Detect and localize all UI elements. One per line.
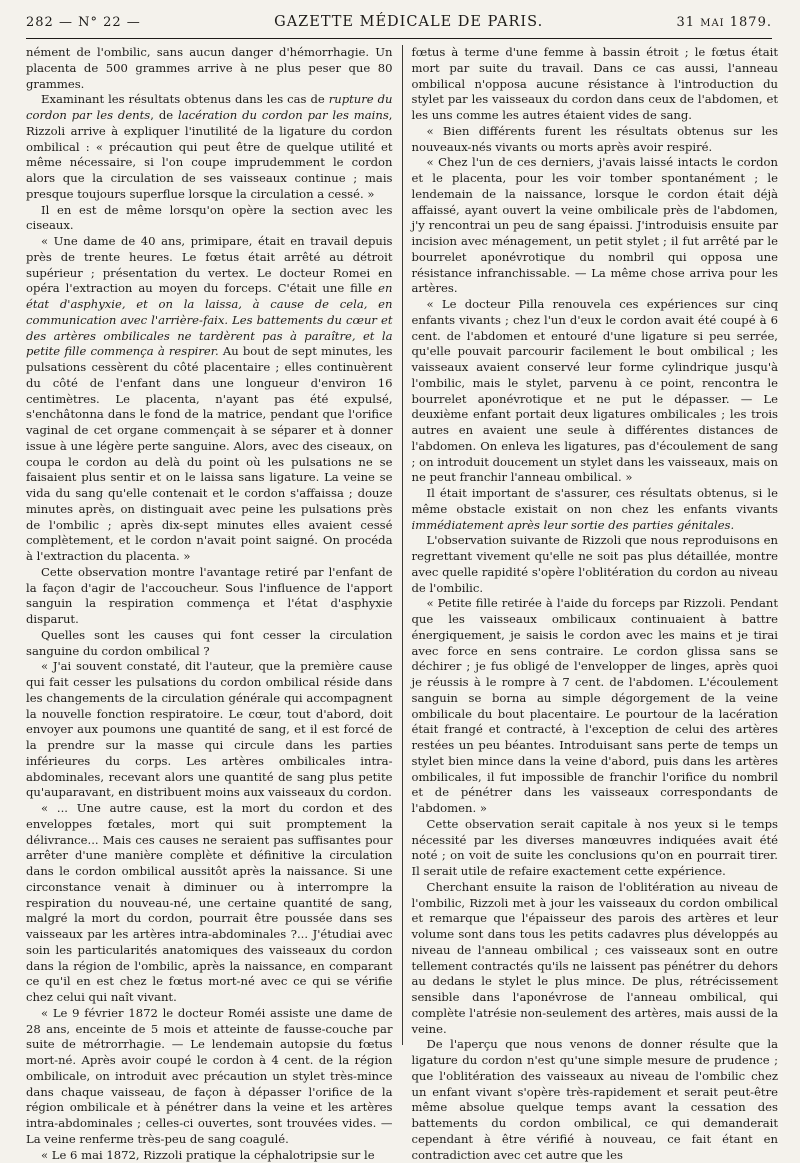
text-run: « J'ai souvent constaté, dit l'auteur, que la première cause qui fait cesser les pulsations du cordon ombilical réside dans les changements de la circulation générale qui accompagnent la nouvelle fonction respiratoire. Le cœur, tout d'abord, doit envoyer aux poumons une quantité de sang, et il est forcé de la prendre sur la masse qui circule dans les parties inférieures du corps. Les artères ombilicales intra-abdominales, recevant alors une quantité de sang plus petite qu'auparavant, en distribuent moins aux vaisseaux du cordon.	[26, 659, 393, 799]
text-run: De l'aperçu que nous venons de donner résulte que la ligature du cordon n'est qu'une simple mesure de prudence ; que l'oblitération des vaisseaux au niveau de l'ombilic chez un enfant vivant s'opère très-rapidement et serait peut-être même absolue quelque temps avant la cessation des battements du cordon ombilical, ce qui demanderait cependant à être vérifié à nouveau, ce fait étant en contradiction avec cet autre que les	[412, 1037, 779, 1161]
text-run: « Le 6 mai 1872, Rizzoli pratique la céphalotripsie sur le	[41, 1148, 375, 1162]
italic-text: immédiatement après leur sortie des parties génitales.	[412, 518, 735, 532]
paragraph	[412, 817, 779, 880]
text-run: « Chez l'un de ces derniers, j'avais laissé intacts le cordon et le placenta, pour les voir tomber spontanément ; le lendemain de la naissance, lorsque le cordon était déjà affaissé, ayant ouvert la veine ombilicale près de l'abdomen, j'y rencontrai un peu de sang épaissi. J'introduisis ensuite par incision avec ménagement, un petit stylet ; il fut arrêté par le bourrelet aponévrotique du nombril qui opposa une résistance infranchissable. — La même chose arriva pour les artères.	[412, 155, 779, 295]
paragraph-continuation	[412, 45, 779, 124]
paragraph	[26, 659, 393, 801]
page-number-group	[26, 15, 141, 30]
text-run: nément de l'ombilic, sans aucun danger d'hémorrhagie. Un placenta de 500 grammes arrive à ne plus peser que 80 grammes.	[26, 45, 393, 91]
text-run: , Rizzoli arrive à expliquer l'inutilité de la ligature du cordon ombilical : « précaution qui peut être de quelque utilité et même nécessaire, si l'on coupe imprudemment le cordon alors que la circulation de ses vaisseaux continue ; mais presque toujours superflue lorsque la circulation a cessé. »	[26, 108, 393, 201]
text-run: Quelles sont les causes qui font cesser la circulation sanguine du cordon ombilical ?	[26, 628, 393, 658]
date-year: 1879.	[730, 15, 772, 30]
text-run: Au bout de sept minutes, les pulsations cessèrent du côté placentaire ; elles continuèrent du côté de l'enfant dans une longueur d'environ 16 centimètres. Le placenta, n'ayant pas été expulsé, s'enchâtonna dans le fond de la matrice, pendant que l'orifice vaginal de cet organe commençait à se séparer et à donner issue à une légère perte sanguine. Alors, avec des ciseaux, on coupa le cordon au delà du point où les pulsations ne se faisaient plus sentir et on le laissa sans ligature. La veine se vida du sang qu'elle contenait et le cordon s'affaissa ; douze minutes après, on distinguait avec peine les pulsations près de l'ombilic ; après dix-sept minutes elles avaient cessé complètement, et le cordon n'avait point saigné. On procéda à l'extraction du placenta. »	[26, 344, 393, 563]
text-run: « Une dame de 40 ans, primipare, était en travail depuis près de trente heures. Le fœtus était arrêté au détroit supérieur ; présentation du vertex. Le docteur Romei en opéra l'extraction au moyen du forceps. C'était une fille	[26, 234, 393, 295]
text-run: Examinant les résultats obtenus dans les cas de	[41, 92, 329, 106]
paragraph	[26, 1148, 393, 1163]
paragraph	[26, 203, 393, 235]
issue-number: — N° 22 —	[59, 15, 141, 30]
paragraph	[412, 124, 779, 156]
paragraph	[412, 533, 779, 596]
text-run: , de	[150, 108, 178, 122]
header-rule	[26, 38, 772, 39]
text-run: « Le docteur Pilla renouvela ces expériences sur cinq enfants vivants ; chez l'un d'eux le cordon avait été coupé à 6 cent. de l'abdomen et entouré d'une ligature si peu serrée, qu'elle pouvait parcourir facilement le bout ombilical ; les vaisseaux avaient conservé leur forme cylindrique jusqu'à l'ombilic, mais le stylet, parvenu à ce point, rencontra le bourrelet aponévrotique et ne put le dépasser. — Le deuxième enfant portait deux ligatures ombilicales ; les trois autres en avaient une seule à différentes distances de l'abdomen. On enleva les ligatures, pas d'écoulement de sang ; on introduit doucement un stylet dans les vaisseaux, mais on ne peut franchir l'anneau ombilical. »	[412, 297, 779, 484]
right-column	[403, 45, 779, 1045]
paragraph	[412, 596, 779, 817]
paragraph-continuation	[26, 45, 393, 92]
paragraph	[26, 92, 393, 202]
paragraph	[26, 234, 393, 565]
paragraph	[26, 1006, 393, 1148]
italic-text: lacération du cordon par les mains	[178, 108, 389, 122]
text-run: Cette observation montre l'avantage retiré par l'enfant de la façon d'agir de l'accoucheur. Sous l'influence de l'apport sanguin la respiration commença et l'état d'asphyxie disparut.	[26, 565, 393, 626]
text-run: « Bien différents furent les résultats obtenus sur les nouveaux-nés vivants ou morts après avoir respiré.	[412, 124, 779, 154]
date-day: 31	[677, 15, 696, 30]
text-run: Cherchant ensuite la raison de l'oblitération au niveau de l'ombilic, Rizzoli met à jour les vaisseaux du cordon ombilical et remarque que l'épaisseur des parois des artères et leur volume sont dans tous les petits cadavres plus développés au niveau de l'anneau ombilical ; ces vaisseaux sont en outre tellement contractés qu'ils ne laissent pas pénétrer du dehors au dedans le stylet le plus mince. De plus, rétrécissement sensible dans l'aponévrose de l'anneau ombilical, qui complète l'atrésie non-seulement des artères, mais aussi de la veine.	[412, 880, 779, 1036]
article-columns	[26, 45, 778, 1045]
paragraph	[412, 155, 779, 297]
text-run: fœtus à terme d'une femme à bassin étroit ; le fœtus était mort par suite du travail. Dans ce cas aussi, l'anneau ombilical n'opposa aucune résistance à l'introduction du stylet par les vaisseaux du cordon dans ceux de l'abdomen, et les uns comme les autres étaient vides de sang.	[412, 45, 779, 122]
paragraph	[412, 1037, 779, 1163]
page-number: 282	[26, 15, 54, 30]
text-run: L'observation suivante de Rizzoli que nous reproduisons en regrettant vivement qu'elle ne soit pas plus détaillée, montre avec quelle rapidité s'opère l'oblitération du cordon au niveau de l'ombilic.	[412, 533, 779, 594]
journal-title: GAZETTE MÉDICALE DE PARIS.	[274, 14, 543, 30]
text-run: « Le 9 février 1872 le docteur Roméi assiste une dame de 28 ans, enceinte de 5 mois et atteinte de fausse-couche par suite de métrorrhagie. — Le lendemain autopsie du fœtus mort-né. Après avoir coupé le cordon à 4 cent. de la région ombilicale, on introduit avec précaution un stylet très-mince dans chaque vaisseau, de façon à dépasser l'orifice de la région ombilicale et à pénétrer dans la veine et les artères intra-abdominales ; celles-ci ouvertes, sont trouvées vides. — La veine renferme très-peu de sang coagulé.	[26, 1006, 393, 1146]
left-column	[26, 45, 402, 1045]
issue-date	[677, 15, 772, 30]
paragraph	[412, 297, 779, 486]
italic-text: rupture du cordon par les dents	[26, 92, 393, 122]
paragraph	[412, 486, 779, 533]
paragraph	[26, 628, 393, 660]
paragraph	[412, 880, 779, 1038]
italic-text: en état d'asphyxie, et on la laissa, à cause de cela, en communication avec l'arrière-faix. Les battements du cœur et des artères ombilicales ne tardèrent pas à paraître, et la petite fille commença à respirer.	[26, 281, 393, 358]
date-month: MAI	[700, 18, 724, 29]
paragraph	[26, 801, 393, 1006]
text-run: Il était important de s'assurer, ces résultats obtenus, si le même obstacle existait on non chez les enfants vivants	[412, 486, 779, 516]
page-header	[26, 14, 778, 36]
text-run: « ... Une autre cause, est la mort du cordon et des enveloppes fœtales, mort qui suit promptement la délivrance... Mais ces causes ne seraient pas suffisantes pour arrêter d'une manière complète et définitive la circulation dans le cordon ombilical aussitôt après la naissance. Si une circonstance venait à diminuer ou à interrompre la respiration du nouveau-né, une certaine quantité de sang, malgré la mort du cordon, pourrait être poussée dans ses vaisseaux par les artères intra-abdominales ?... J'étudiai avec soin les particularités anatomiques des vaisseaux du cordon dans la région de l'ombilic, après la naissance, en comparant ce qu'il en est chez le fœtus mort-né avec ce qui se vérifie chez celui qui naît vivant.	[26, 801, 393, 1004]
text-run: « Petite fille retirée à l'aide du forceps par Rizzoli. Pendant que les vaisseaux ombilicaux continuaient à battre énergiquement, je saisis le cordon avec les mains et je tirai avec force en sens contraire. Le cordon glissa sans se déchirer ; je fus obligé de l'envelopper de linges, après quoi je réussis à le rompre à 7 cent. de l'abdomen. L'écoulement sanguin se borna au simple dégorgement de la veine ombilicale du bout placentaire. Le pourtour de la lacération était frangé et contracté, à l'exception de celui des artères restées un peu béantes. Introduisant sans perte de temps un stylet bien mince dans la veine d'abord, puis dans les artères ombilicales, il fut impossible de franchir l'orifice du nombril et de pénétrer dans les vaisseaux correspondants de l'abdomen. »	[412, 596, 779, 815]
text-run: Il en est de même lorsqu'on opère la section avec les ciseaux.	[26, 203, 393, 233]
text-run: Cette observation serait capitale à nos yeux si le temps nécessité par les diverses manœuvres indiquées avait été noté ; on voit de suite les conclusions qu'on en pourrait tirer. Il serait utile de refaire exactement cette expérience.	[412, 817, 779, 878]
paragraph	[26, 565, 393, 628]
